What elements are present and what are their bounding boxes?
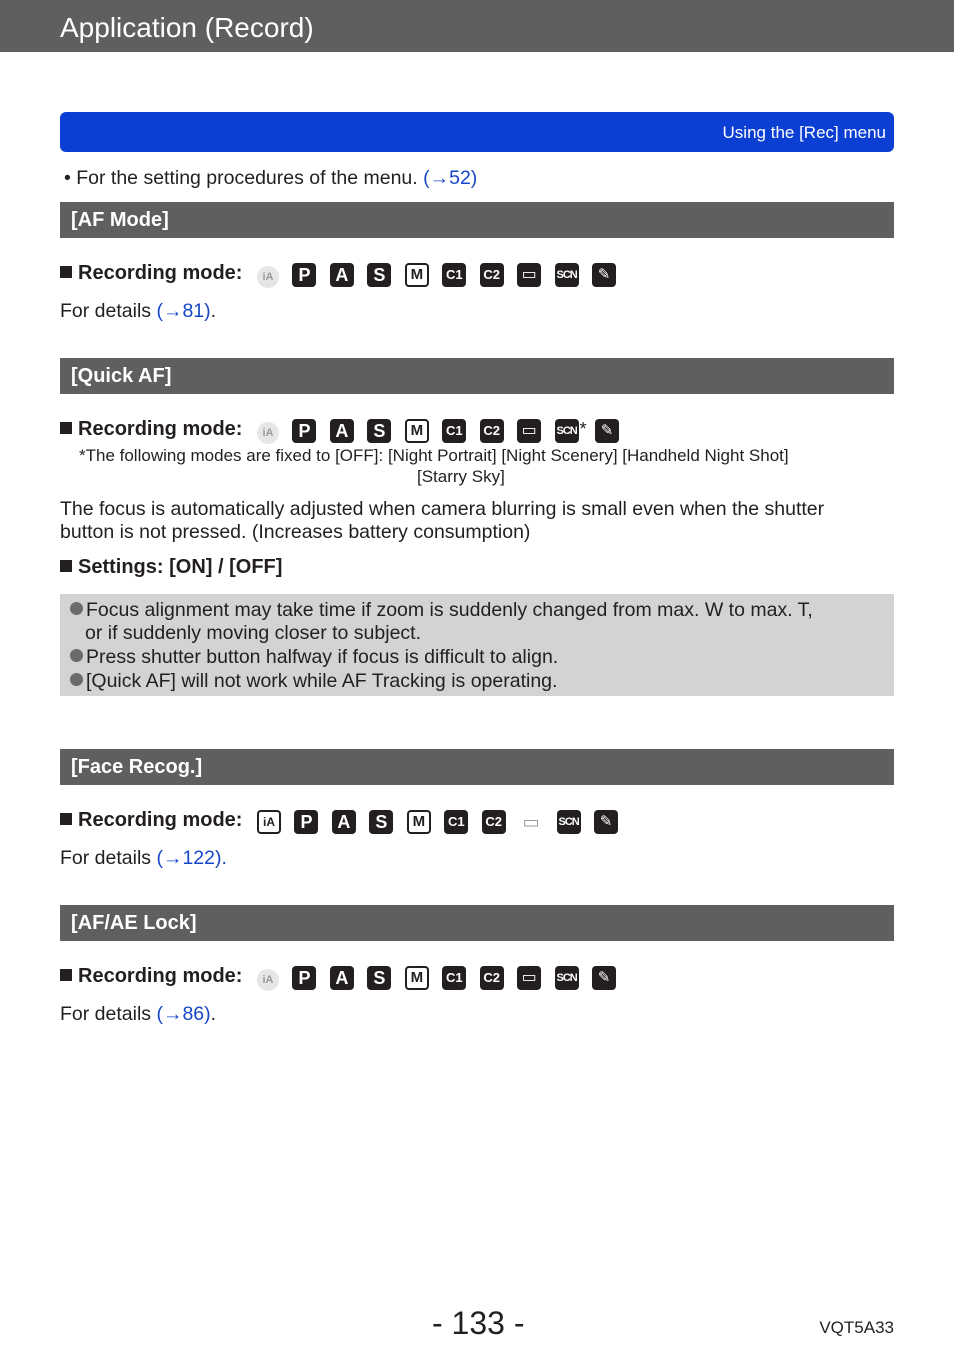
footnote-line-2: [Starry Sky] [417,467,505,486]
settings-line [60,556,282,579]
program-mode-icon: P [292,419,316,443]
program-mode-icon: P [292,263,316,287]
intro-text: • For the setting procedures of the menu. [64,167,424,189]
creative-control-icon: ✎ [592,263,616,287]
for-details-af-mode: For details (→81). [60,300,217,322]
scene-guide-icon: SCN [555,263,579,287]
intelligent-auto-icon: iA [257,266,279,288]
section-heading-af-ae-lock [60,905,894,941]
chapter-banner [60,112,894,152]
for-details-af-ae-lock: For details (→86). [60,1003,217,1025]
bullet-icon [70,673,83,686]
custom-1-icon: C1 [442,419,466,443]
mode-icons [257,263,625,287]
panorama-icon: ▭ [519,810,543,834]
note-item-continuation: or if suddenly moving closer to subject. [85,622,421,644]
page-title: Application (Record) [60,12,314,43]
custom-1-icon: C1 [442,966,466,990]
document-code: VQT5A33 [819,1318,894,1337]
manual-mode-icon: M [405,263,429,287]
intelligent-auto-icon: iA [257,969,279,991]
quick-af-description-line-1: The focus is automatically adjusted when camera blurring is small even when the shutter [60,498,825,520]
section-heading-face-recog [60,749,894,785]
square-bullet-icon [60,813,72,825]
scene-guide-icon: SCN [557,810,581,834]
custom-2-icon: C2 [482,810,506,834]
shutter-priority-icon: S [369,810,393,834]
notes-box [60,594,894,696]
quick-af-description-line-2: button is not pressed. (Increases battery consumption) [60,521,531,543]
settings-text: Settings: [ON] / [OFF] [78,556,283,578]
section-heading-quick-af-text: [Quick AF] [71,365,172,387]
creative-control-icon: ✎ [595,419,619,443]
panorama-icon: ▭ [517,966,541,990]
manual-mode-icon: M [407,810,431,834]
manual-mode-icon: M [405,419,429,443]
panorama-icon: ▭ [517,419,541,443]
page-header [0,0,954,52]
scene-guide-icon: SCN [555,419,579,443]
bullet-icon [70,649,83,662]
custom-1-icon: C1 [444,810,468,834]
mode-icons [257,966,625,990]
details-link-af-mode[interactable]: (→81) [156,300,211,322]
aperture-priority-icon: A [330,419,354,443]
asterisk-mark: * [579,419,587,439]
panorama-icon: ▭ [517,263,541,287]
recording-mode-label: Recording mode: [60,262,242,285]
intelligent-auto-icon: iA [257,422,279,444]
section-heading-af-mode-text: [AF Mode] [71,209,169,231]
custom-2-icon: C2 [480,263,504,287]
section-heading-af-ae-lock-text: [AF/AE Lock] [71,912,197,934]
section-heading-af-mode [60,202,894,238]
custom-1-icon: C1 [442,263,466,287]
for-details-face-recog: For details (→122). [60,847,227,869]
square-bullet-icon [60,560,72,572]
note-item: Press shutter button halfway if focus is difficult to align. [70,646,558,669]
creative-control-icon: ✎ [592,966,616,990]
details-link-af-ae-lock[interactable]: (→86) [156,1003,211,1025]
square-bullet-icon [60,266,72,278]
section-heading-face-recog-text: [Face Recog.] [71,756,203,778]
recording-mode-label: Recording mode: [60,965,242,988]
note-item: Focus alignment may take time if zoom is suddenly changed from max. W to max. T, [70,599,813,622]
note-item: [Quick AF] will not work while AF Tracking is operating. [70,670,557,693]
footnote-line-1: *The following modes are fixed to [OFF]: [Night Portrait] [Night Scenery] [Handheld Night Shot] [79,446,789,465]
program-mode-icon: P [294,810,318,834]
program-mode-icon: P [292,966,316,990]
bullet-icon [70,602,83,615]
shutter-priority-icon: S [367,966,391,990]
section-heading-quick-af [60,358,894,394]
creative-control-icon: ✎ [594,810,618,834]
aperture-priority-icon: A [330,966,354,990]
aperture-priority-icon: A [330,263,354,287]
details-link-face-recog[interactable]: (→122). [156,847,227,869]
square-bullet-icon [60,422,72,434]
intelligent-auto-icon: iA [257,810,281,834]
mode-icons [257,419,628,443]
chapter-banner-label: Using the [Rec] menu [722,123,886,142]
manual-mode-icon: M [405,966,429,990]
intro-line [64,167,477,190]
square-bullet-icon [60,969,72,981]
recording-mode-label: Recording mode: [60,809,242,832]
custom-2-icon: C2 [480,419,504,443]
custom-2-icon: C2 [480,966,504,990]
scene-guide-icon: SCN [555,966,579,990]
page-number: - 133 - [432,1305,525,1341]
aperture-priority-icon: A [332,810,356,834]
intro-link[interactable]: (→52) [423,167,478,189]
recording-mode-label: Recording mode: [60,418,242,441]
shutter-priority-icon: S [367,419,391,443]
mode-icons [257,810,627,834]
shutter-priority-icon: S [367,263,391,287]
